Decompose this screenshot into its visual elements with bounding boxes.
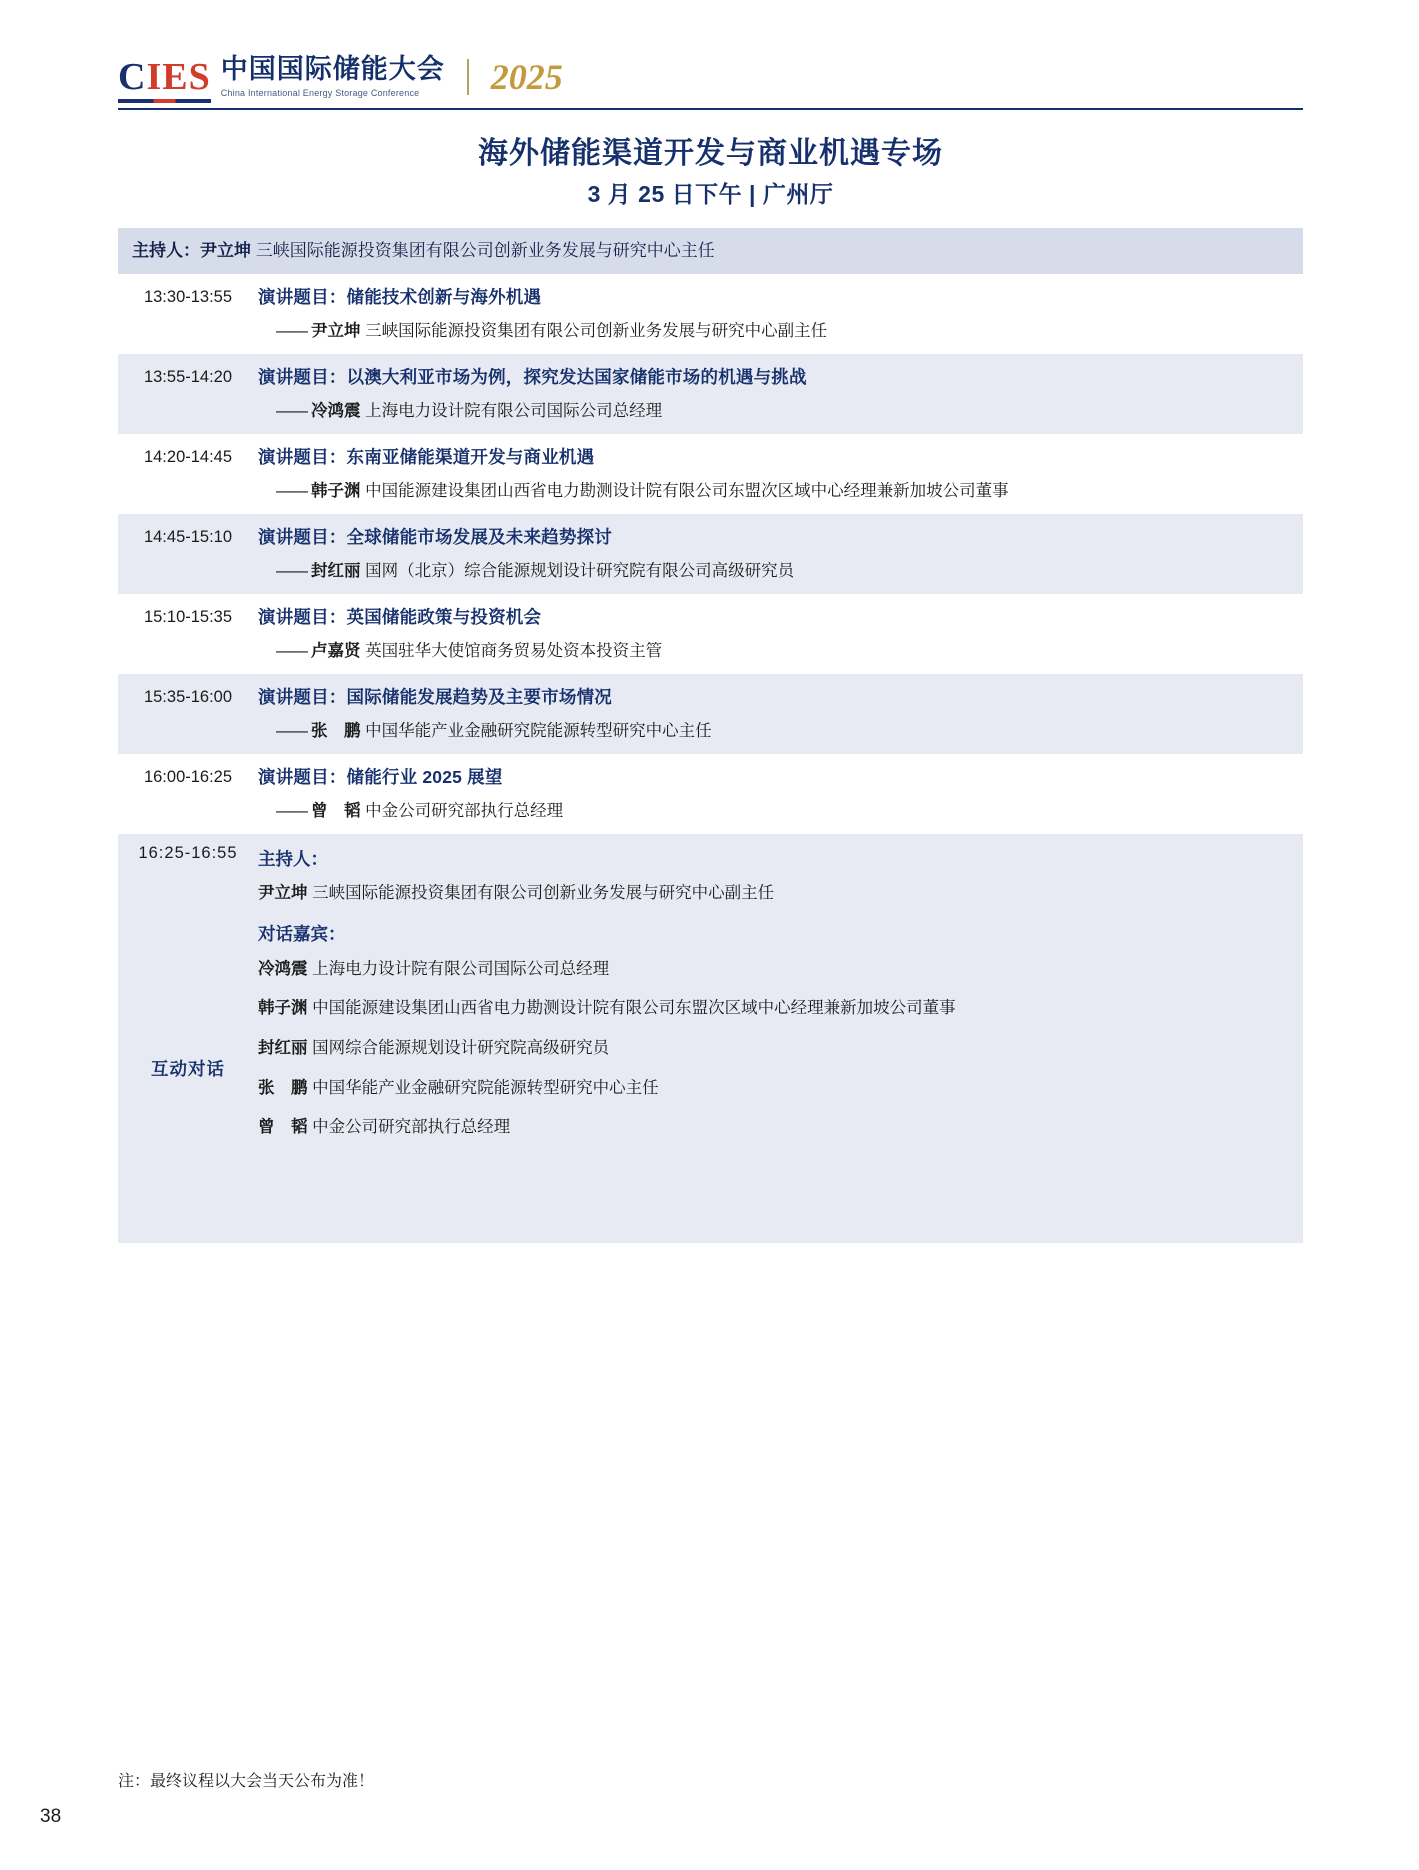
dialogue-label: 互动对话 (151, 1058, 225, 1079)
dialogue-host-org: 三峡国际能源投资集团有限公司创新业务发展与研究中心副主任 (312, 884, 775, 903)
row-content (258, 523, 1303, 585)
table-row (118, 434, 1303, 514)
dash-marker: —— (276, 721, 307, 740)
header-rule (118, 108, 1303, 110)
table-row (118, 354, 1303, 434)
talk-title (258, 683, 1297, 711)
logo-acronym-rest: IES (146, 56, 211, 98)
host-label: 主持人： (132, 241, 200, 260)
talk-title (258, 763, 1297, 791)
row-content (258, 683, 1303, 745)
speaker-line (258, 637, 1297, 665)
agenda-table (118, 228, 1303, 1243)
talk-prefix: 演讲题目： (258, 526, 347, 547)
dialogue-body (258, 844, 1303, 1153)
speaker-org: 英国驻华大使馆商务贸易处资本投资主管 (365, 641, 663, 660)
dialogue-host-name: 尹立坤 (258, 884, 308, 903)
talk-prefix: 演讲题目： (258, 286, 347, 307)
table-row (118, 514, 1303, 594)
talk-prefix: 演讲题目： (258, 366, 347, 387)
row-time: 13:55-14:20 (143, 367, 233, 386)
row-content (258, 283, 1303, 345)
talk-prefix: 演讲题目： (258, 606, 347, 627)
dash-marker: —— (276, 481, 307, 500)
talk-title-text: 储能技术创新与海外机遇 (346, 286, 542, 307)
speaker-line (258, 317, 1297, 345)
talk-title-text: 以澳大利亚市场为例，探究发达国家储能市场的机遇与挑战 (346, 366, 807, 387)
speaker-name: 韩子渊 (311, 481, 361, 500)
host-name: 尹立坤 (200, 241, 251, 260)
row-time: 13:30-13:55 (143, 287, 233, 306)
dialogue-guests-heading: 对话嘉宾： (258, 924, 346, 945)
footer-note: 注：最终议程以大会当天公布为准！ (118, 1773, 375, 1790)
speaker-line (258, 397, 1297, 425)
logo-text-block (221, 56, 445, 98)
speaker-line (258, 557, 1297, 585)
dialogue-host (258, 879, 1303, 909)
row-time: 16:00-16:25 (143, 767, 233, 786)
row-time: 15:10-15:35 (143, 607, 233, 626)
dash-marker: —— (276, 321, 307, 340)
speaker-name: 冷鸿震 (311, 401, 361, 420)
talk-title (258, 603, 1297, 631)
dialogue-guest-org: 国网综合能源规划设计研究院高级研究员 (312, 1038, 610, 1057)
speaker-org: 国网（北京）综合能源规划设计研究院有限公司高级研究员 (365, 561, 795, 580)
dialogue-guest-org: 中国华能产业金融研究院能源转型研究中心主任 (312, 1078, 659, 1097)
speaker-org: 中金公司研究部执行总经理 (365, 801, 564, 820)
dialogue-guest-name: 曾 韬 (258, 1118, 308, 1137)
dash-marker: —— (276, 641, 307, 660)
dialogue-host-heading: 主持人： (258, 848, 328, 869)
dialogue-guest (258, 1074, 1303, 1104)
logo-acronym-c: C (118, 56, 147, 98)
session-host-bar (118, 228, 1303, 274)
logo-row (118, 48, 1303, 106)
logo-acronym (118, 58, 211, 96)
talk-title-text: 全球储能市场发展及未来趋势探讨 (346, 526, 612, 547)
dash-marker: —— (276, 401, 307, 420)
dash-marker: —— (276, 561, 307, 580)
speaker-line (258, 797, 1297, 825)
logo-year: 2025 (490, 57, 563, 97)
row-time: 14:45-15:10 (143, 527, 233, 546)
speaker-org: 上海电力设计院有限公司国际公司总经理 (365, 401, 663, 420)
dialogue-left-col (118, 844, 258, 1153)
dialogue-time: 16:25-16:55 (138, 843, 238, 862)
speaker-name: 曾 韬 (311, 801, 361, 820)
dialogue-guest-org: 中金公司研究部执行总经理 (312, 1118, 511, 1137)
page-title: 海外储能渠道开发与商业机遇专场 (478, 137, 943, 170)
talk-title-text: 东南亚储能渠道开发与商业机遇 (346, 446, 595, 467)
dialogue-guest-name: 张 鹏 (258, 1078, 308, 1097)
row-content (258, 443, 1303, 505)
logo-english-name: China International Energy Storage Conference (220, 88, 420, 98)
talk-prefix: 演讲题目： (258, 446, 347, 467)
logo-underline (118, 99, 211, 103)
dialogue-guest-org: 上海电力设计院有限公司国际公司总经理 (312, 959, 610, 978)
talk-title-text: 英国储能政策与投资机会 (346, 606, 542, 627)
row-content (258, 603, 1303, 665)
row-content (258, 763, 1303, 825)
dialogue-guest (258, 1113, 1303, 1143)
page-number: 38 (40, 1806, 62, 1827)
row-time: 14:20-14:45 (143, 447, 233, 466)
row-content (258, 363, 1303, 425)
speaker-line (258, 477, 1297, 505)
table-row (118, 674, 1303, 754)
logo-divider (467, 59, 469, 95)
interactive-dialogue-row (118, 834, 1303, 1243)
session-datetime: 3 月 25 日下午 | 广州厅 (587, 181, 834, 207)
host-org: 三峡国际能源投资集团有限公司创新业务发展与研究中心主任 (255, 241, 715, 260)
table-row (118, 274, 1303, 354)
dash-marker: —— (276, 801, 307, 820)
talk-title (258, 443, 1297, 471)
talk-title (258, 363, 1297, 391)
dialogue-guest-name: 韩子渊 (258, 999, 308, 1018)
speaker-line (258, 717, 1297, 745)
talk-title-text: 国际储能发展趋势及主要市场情况 (346, 686, 612, 707)
speaker-org: 中国能源建设集团山西省电力勘测设计院有限公司东盟次区域中心经理兼新加坡公司董事 (365, 481, 1009, 500)
dialogue-guest-name: 封红丽 (258, 1038, 308, 1057)
dialogue-guest (258, 955, 1303, 985)
logo-chinese-name: 中国国际储能大会 (220, 54, 445, 84)
dialogue-guest (258, 1034, 1303, 1064)
speaker-name: 封红丽 (311, 561, 361, 580)
speaker-name: 尹立坤 (311, 321, 361, 340)
speaker-org: 中国华能产业金融研究院能源转型研究中心主任 (365, 721, 712, 740)
dialogue-guest-name: 冷鸿震 (258, 959, 308, 978)
row-time: 15:35-16:00 (143, 687, 233, 706)
speaker-org: 三峡国际能源投资集团有限公司创新业务发展与研究中心副主任 (365, 321, 828, 340)
speaker-name: 张 鹏 (311, 721, 361, 740)
talk-title (258, 283, 1297, 311)
talk-title-text: 储能行业 2025 展望 (346, 766, 503, 787)
talk-title (258, 523, 1297, 551)
table-row (118, 754, 1303, 834)
dialogue-guest (258, 994, 1303, 1024)
speaker-name: 卢嘉贤 (311, 641, 361, 660)
dialogue-guest-org: 中国能源建设集团山西省电力勘测设计院有限公司东盟次区域中心经理兼新加坡公司董事 (312, 999, 956, 1018)
talk-prefix: 演讲题目： (258, 686, 347, 707)
conference-logo (118, 48, 1303, 110)
table-row (118, 594, 1303, 674)
talk-prefix: 演讲题目： (258, 766, 347, 787)
